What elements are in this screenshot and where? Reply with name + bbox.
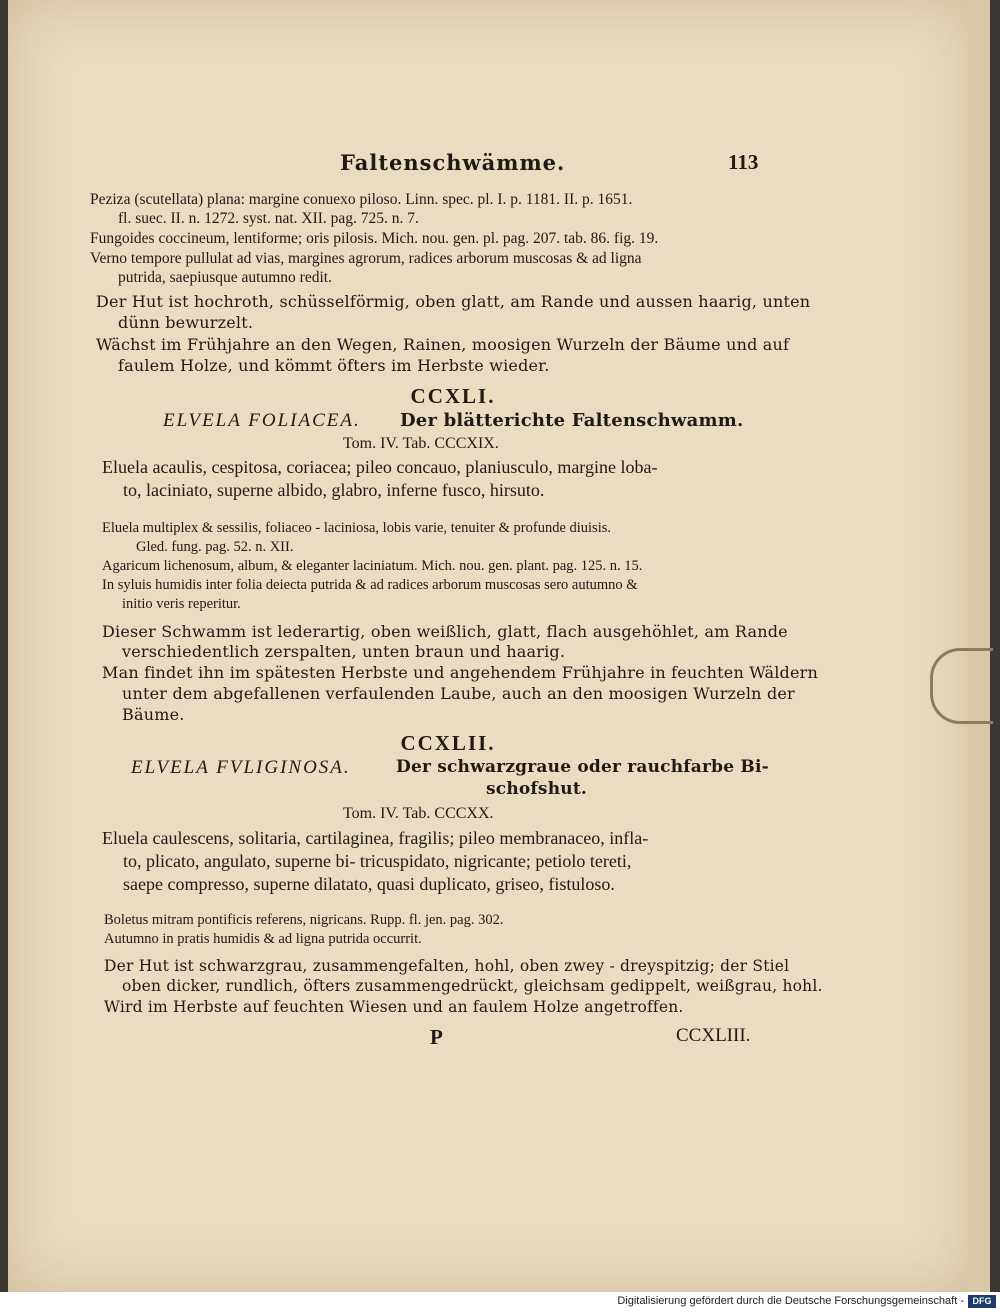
diagnosis-line: saepe compresso, superne dilatato, quasi duplicato, griseo, fistuloso. xyxy=(123,874,615,894)
latin-line: Verno tempore pullulat ad vias, margines agrorum, radices arborum muscosas & ad ligna xyxy=(90,250,642,267)
diagnosis-line: to, laciniato, superne albido, glabro, inferne fusco, hirsuto. xyxy=(123,480,545,500)
synonym-line: Agaricum lichenosum, album, & eleganter laciniatum. Mich. nou. gen. plant. pag. 125. n. 15. xyxy=(102,558,643,574)
page-clip xyxy=(930,648,993,724)
diagnosis-line: Eluela acaulis, cespitosa, coriacea; pileo concauo, planiusculo, margine loba- xyxy=(102,457,658,477)
synonym-line: initio veris reperitur. xyxy=(122,596,241,612)
plate-reference: Tom. IV. Tab. CCCXX. xyxy=(343,805,494,822)
plate-reference: Tom. IV. Tab. CCCXIX. xyxy=(343,435,499,452)
section-title-german-cont: schofshut. xyxy=(486,779,587,799)
latin-line: fl. suec. II. n. 1272. syst. nat. XII. pag. 725. n. 7. xyxy=(118,210,419,227)
latin-line: Fungoides coccineum, lentiforme; oris pilosis. Mich. nou. gen. pl. pag. 207. tab. 86. fig. 19. xyxy=(90,230,659,247)
section-numeral: CCXLII. xyxy=(400,731,496,755)
section-title-latin: ELVELA FVLIGINOSA. xyxy=(131,757,351,778)
german-line: unter dem abgefallenen verfaulenden Laube, auch an den moosigen Wurzeln der xyxy=(122,684,795,703)
german-line: Wird im Herbste auf feuchten Wiesen und an faulem Holze angetroffen. xyxy=(104,998,684,1016)
synonym-line: Autumno in pratis humidis & ad ligna putrida occurrit. xyxy=(104,931,422,947)
section-title-german: Der blätterichte Faltenschwamm. xyxy=(400,410,744,431)
synonym-line: Gled. fung. pag. 52. n. XII. xyxy=(136,539,294,555)
book-page xyxy=(8,0,972,1292)
latin-line: Peziza (scutellata) plana: margine conuexo piloso. Linn. spec. pl. I. p. 1181. II. p. 1651. xyxy=(90,191,633,208)
german-line: Man findet ihn im spätesten Herbste und angehendem Frühjahre in feuchten Wäldern xyxy=(102,663,819,682)
digitization-footer xyxy=(0,1292,1000,1312)
synonym-line: In syluis humidis inter folia deiecta putrida & ad radices arborum muscosas sero autumno & xyxy=(102,577,638,593)
diagnosis-line: Eluela caulescens, solitaria, cartilaginea, fragilis; pileo membranaceo, infla- xyxy=(102,828,649,848)
german-line: Bäume. xyxy=(122,705,185,724)
footer-credit: Digitalisierung gefördert durch die Deutsche Forschungsgemeinschaft - xyxy=(617,1295,964,1307)
synonym-line: Boletus mitram pontificis referens, nigricans. Rupp. fl. jen. pag. 302. xyxy=(104,912,504,928)
page-edge xyxy=(968,0,990,1292)
running-title: Faltenschwämme. xyxy=(340,150,566,175)
dfg-logo: DFG xyxy=(968,1295,996,1308)
page-number: 113 xyxy=(728,150,759,174)
section-title-latin: ELVELA FOLIACEA. xyxy=(163,410,361,431)
german-line: oben dicker, rundlich, öfters zusammengedrückt, gleichsam gedippelt, weißgrau, hohl. xyxy=(122,977,823,995)
german-line: verschiedentlich zerspalten, unten braun und haarig. xyxy=(122,642,566,661)
german-line: Dieser Schwamm ist lederartig, oben weißlich, glatt, flach ausgehöhlet, am Rande xyxy=(102,622,788,641)
synonym-line: Eluela multiplex & sessilis, foliaceo - laciniosa, lobis varie, tenuiter & profunde diuisis. xyxy=(102,520,612,536)
german-line: Der Hut ist schwarzgrau, zusammengefalten, hohl, oben zwey - dreyspitzig; der Stiel xyxy=(104,957,790,975)
signature-mark: P xyxy=(430,1025,443,1049)
section-title-german: Der schwarzgraue oder rauchfarbe Bi- xyxy=(396,757,769,777)
diagnosis-line: to, plicato, angulato, superne bi- tricuspidato, nigricante; petiolo tereti, xyxy=(123,851,632,871)
german-line: Wächst im Frühjahre an den Wegen, Rainen, moosigen Wurzeln der Bäume und auf xyxy=(96,335,790,354)
german-line: dünn bewurzelt. xyxy=(118,313,254,332)
german-line: faulem Holze, und kömmt öfters im Herbste wieder. xyxy=(118,356,550,375)
section-numeral: CCXLI. xyxy=(410,384,496,408)
catchword: CCXLIII. xyxy=(676,1025,751,1046)
german-line: Der Hut ist hochroth, schüsselförmig, oben glatt, am Rande und aussen haarig, unten xyxy=(96,292,811,311)
latin-line: putrida, saepiusque autumno redit. xyxy=(118,269,332,286)
